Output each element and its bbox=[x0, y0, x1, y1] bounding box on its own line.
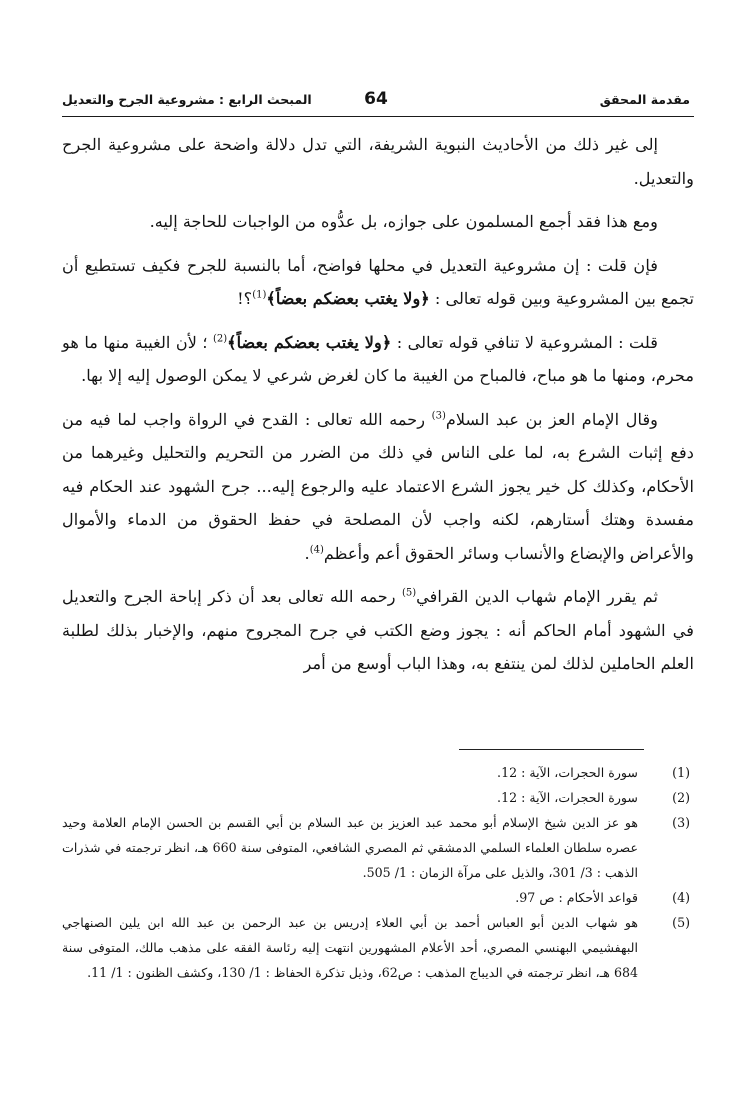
footnote-ref-4: (4) bbox=[309, 544, 324, 556]
footnote-item bbox=[62, 810, 690, 885]
footnote-number: (5) bbox=[672, 915, 690, 930]
footnote-text: سورة الحجرات، الآية : 12. bbox=[497, 765, 638, 780]
footnote-ref-1: (1) bbox=[252, 289, 267, 301]
paragraph-6-text: ثم يقرر الإمام شهاب الدين القرافي bbox=[416, 587, 659, 606]
paragraph-3-end: ؟! bbox=[237, 289, 253, 308]
paragraph-2-text: ومع هذا فقد أجمع المسلمون على جوازه، بل عدُّوه من الواجبات للحاجة إليه. bbox=[149, 212, 658, 231]
header-right-title: مقدمة المحقق bbox=[599, 91, 690, 107]
footnote-item bbox=[62, 910, 690, 985]
main-text bbox=[62, 128, 694, 691]
footnote-ref-2: (2) bbox=[212, 333, 228, 345]
footnote-number: (4) bbox=[672, 890, 690, 905]
footnote-number: (3) bbox=[672, 815, 690, 830]
paragraph-1 bbox=[62, 128, 694, 195]
footnote-ref-5: (5) bbox=[401, 587, 417, 599]
footnote-ref-3: (3) bbox=[431, 410, 446, 422]
paragraph-4 bbox=[62, 326, 694, 393]
paragraph-6 bbox=[62, 580, 694, 681]
paragraph-2 bbox=[62, 205, 694, 239]
paragraph-5-text: وقال الإمام العز بن عبد السلام bbox=[445, 409, 658, 429]
footnote-item bbox=[62, 760, 690, 785]
paragraph-6-body: رحمه الله تعالى بعد أن ذكر إباحة الجرح والتعديل في الشهود أمام الحاكم أنه : يجوز وضع الكتب في جرح المجروح منهم، والإخبار بذلك لطلبة العلم الحاملين لذلك لمن ينتفع به، وهذا الباب أوسع من أمر bbox=[62, 587, 694, 673]
footnote-number: (2) bbox=[672, 790, 690, 805]
header-left-title: المبحث الرابع : مشروعية الجرح والتعديل bbox=[62, 91, 312, 107]
paragraph-4-end: ؛ لأن الغيبة منها ما هو محرم، ومنها ما هو مباح، فالمباح من الغيبة ما كان لغرض شرعي لا يمكن الوصول إليه إلا بها. bbox=[62, 332, 694, 385]
header-rule bbox=[62, 116, 694, 117]
paragraph-5-end: . bbox=[304, 543, 310, 563]
paragraph-5-body: رحمه الله تعالى : القدح في الرواة واجب لما فيه من دفع إثبات الشرع به، لما على الناس في ذلك من الضرر من التحريم والتحليل وغيرهما من الأحكام، وكذلك كل خير يجوز الشرع الاعتماد عليه والرجوع إليه... جرح الشهود عند الحكام فيه مفسدة وهتك أستارهم، لكنه واجب لأن المصلحة في حفظ الحقوق من الدماء والأموال والأعراض والإبضاع والأنساب وسائر الحقوق أعم وأعظم bbox=[62, 409, 694, 563]
paragraph-3-text: فإن قلت : إن مشروعية التعديل في محلها فواضح، أما بالنسبة للجرح فكيف تستطيع أن تجمع بين المشروعية وبين قوله تعالى : bbox=[62, 255, 694, 308]
footnote-rule bbox=[459, 749, 644, 750]
footnote-item bbox=[62, 885, 690, 910]
paragraph-4-text: قلت : المشروعية لا تنافي قوله تعالى : bbox=[391, 332, 658, 352]
page-number: 64 bbox=[364, 89, 388, 109]
footnote-text: هو عز الدين شيخ الإسلام أبو محمد عبد العزيز بن عبد السلام بن أبي القسم بن الحسن الإمام العلامة وحيد عصره سلطان العلماء السلمي الدمشقي ثم المصري الشافعي، المتوفى سنة 660 هـ، انظر ترجمته في شذرات الذهب : 3/ 301، والذيل على مرآة الزمان : 1/ 505. bbox=[62, 815, 638, 880]
footnote-text: سورة الحجرات، الآية : 12. bbox=[497, 790, 638, 805]
quran-quote: ﴿ولا يغتب بعضكم بعضاً﴾ bbox=[266, 289, 430, 308]
quran-quote: ﴿ولا يغتب بعضكم بعضاً﴾ bbox=[227, 332, 392, 352]
footnotes bbox=[62, 760, 690, 985]
running-header bbox=[62, 84, 690, 114]
footnote-text: هو شهاب الدين أبو العباس أحمد بن أبي العلاء إدريس بن عبد الرحمن بن عبد الله ابن يلين الصنهاجي البهفشيمي البهنسي المصري، أحد الأعلام المشهورين انتهت إليه رئاسة الفقه على مذهب مالك، المتوفى سنة 684 هـ، انظر ترجمته في الديباج المذهب : ص62، وذيل تذكرة الحفاظ : 1/ 130، وكشف الظنون : 1/ 11. bbox=[62, 915, 638, 980]
paragraph-3 bbox=[62, 249, 694, 316]
footnote-text: قواعد الأحكام : ص 97. bbox=[515, 890, 638, 905]
footnote-number: (1) bbox=[672, 765, 690, 780]
paragraph-5 bbox=[62, 403, 694, 571]
paragraph-1-text: إلى غير ذلك من الأحاديث النبوية الشريفة، التي تدل دلالة واضحة على مشروعية الجرح والتعديل. bbox=[62, 135, 694, 188]
footnote-item bbox=[62, 785, 690, 810]
